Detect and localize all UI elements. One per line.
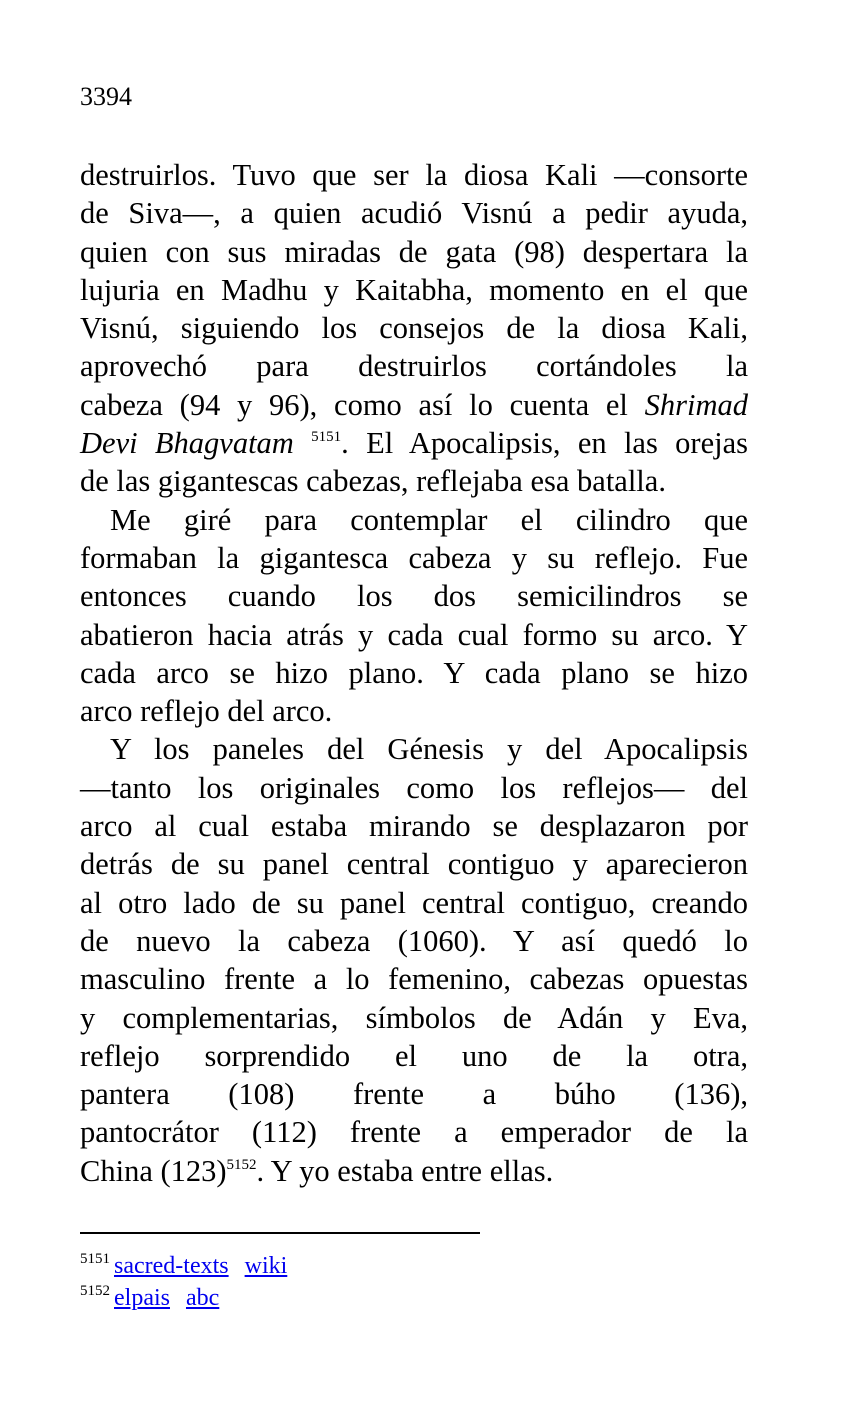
footnote-link-wiki[interactable]: wiki — [244, 1253, 288, 1279]
text-segment: . El Apocalipsis, en las orejas — [341, 426, 748, 461]
paragraph-3 — [80, 730, 748, 1190]
footnote-mark: 5152 — [80, 1283, 110, 1299]
text-line: y complementarias, símbolos de Adán y Eva, — [80, 1000, 748, 1035]
footnote-5151 — [80, 1250, 303, 1282]
text-line: pantocrátor (112) frente a emperador de la — [80, 1115, 748, 1150]
italic-title: Devi Bhagvatam — [80, 426, 294, 461]
text-line: Visnú, siguiendo los consejos de la diosa Kali, — [80, 311, 748, 346]
text-line: destruirlos. Tuvo que ser la diosa Kali —consorte — [80, 158, 748, 192]
footnote-ref: 5152 — [226, 1156, 257, 1173]
footnote-link-sacred-texts[interactable]: sacred-texts — [114, 1253, 229, 1279]
text-segment: cabeza (94 y 96), como así lo cuenta el — [80, 387, 645, 422]
text-line: detrás de su panel central contiguo y aparecieron — [80, 847, 748, 882]
text-line: masculino frente a lo femenino, cabezas opuestas — [80, 962, 748, 997]
text-line: de Siva—, a quien acudió Visnú a pedir ayuda, — [80, 196, 748, 231]
text-line — [80, 386, 748, 424]
italic-title: Shrimad — [644, 387, 748, 422]
text-line: de las gigantescas cabezas, reflejaba esa batalla. — [80, 464, 666, 499]
text-line: abatieron hacia atrás y cada cual formo su arco. Y — [80, 617, 748, 652]
text-line: cada arco se hizo plano. Y cada plano se hizo — [80, 655, 748, 690]
text-line: aprovechó para destruirlos cortándoles la — [80, 349, 748, 384]
text-line: lujuria en Madhu y Kaitabha, momento en el que — [80, 272, 748, 307]
footnote-5152 — [80, 1282, 303, 1314]
footnote-divider — [80, 1232, 480, 1234]
text-line: arco al cual estaba mirando se desplazaron por — [80, 809, 748, 844]
text-line: Y los paneles del Génesis y del Apocalipsis — [110, 732, 748, 767]
page-number: 3394 — [80, 82, 132, 111]
text-line: pantera (108) frente a búho (136), — [80, 1077, 748, 1112]
text-segment: . Y yo estaba entre ellas. — [256, 1153, 554, 1188]
footnotes — [80, 1250, 303, 1314]
text-line: —tanto los originales como los reflejos— del — [80, 770, 748, 805]
text-line: entonces cuando los dos semicilindros se — [80, 579, 748, 614]
text-line — [80, 424, 748, 462]
body-text — [80, 156, 748, 1190]
text-line: formaban la gigantesca cabeza y su reflejo. Fue — [80, 540, 748, 575]
text-line: de nuevo la cabeza (1060). Y así quedó lo — [80, 923, 748, 958]
paragraph-2 — [80, 501, 748, 731]
text-line: al otro lado de su panel central contiguo, creando — [80, 885, 748, 920]
text-line: arco reflejo del arco. — [80, 694, 333, 729]
text-line — [80, 1152, 748, 1190]
footnote-link-elpais[interactable]: elpais — [114, 1285, 170, 1311]
text-line: quien con sus miradas de gata (98) despertara la — [80, 234, 748, 269]
footnote-ref: 5151 — [311, 429, 342, 446]
paragraph-1 — [80, 156, 748, 501]
text-line: reflejo sorprendido el uno de la otra, — [80, 1038, 748, 1073]
footnote-mark: 5151 — [80, 1251, 110, 1267]
footnote-link-abc[interactable]: abc — [185, 1285, 220, 1311]
text-line: Me giré para contemplar el cilindro que — [110, 502, 748, 537]
text-segment: China (123) — [80, 1153, 227, 1188]
